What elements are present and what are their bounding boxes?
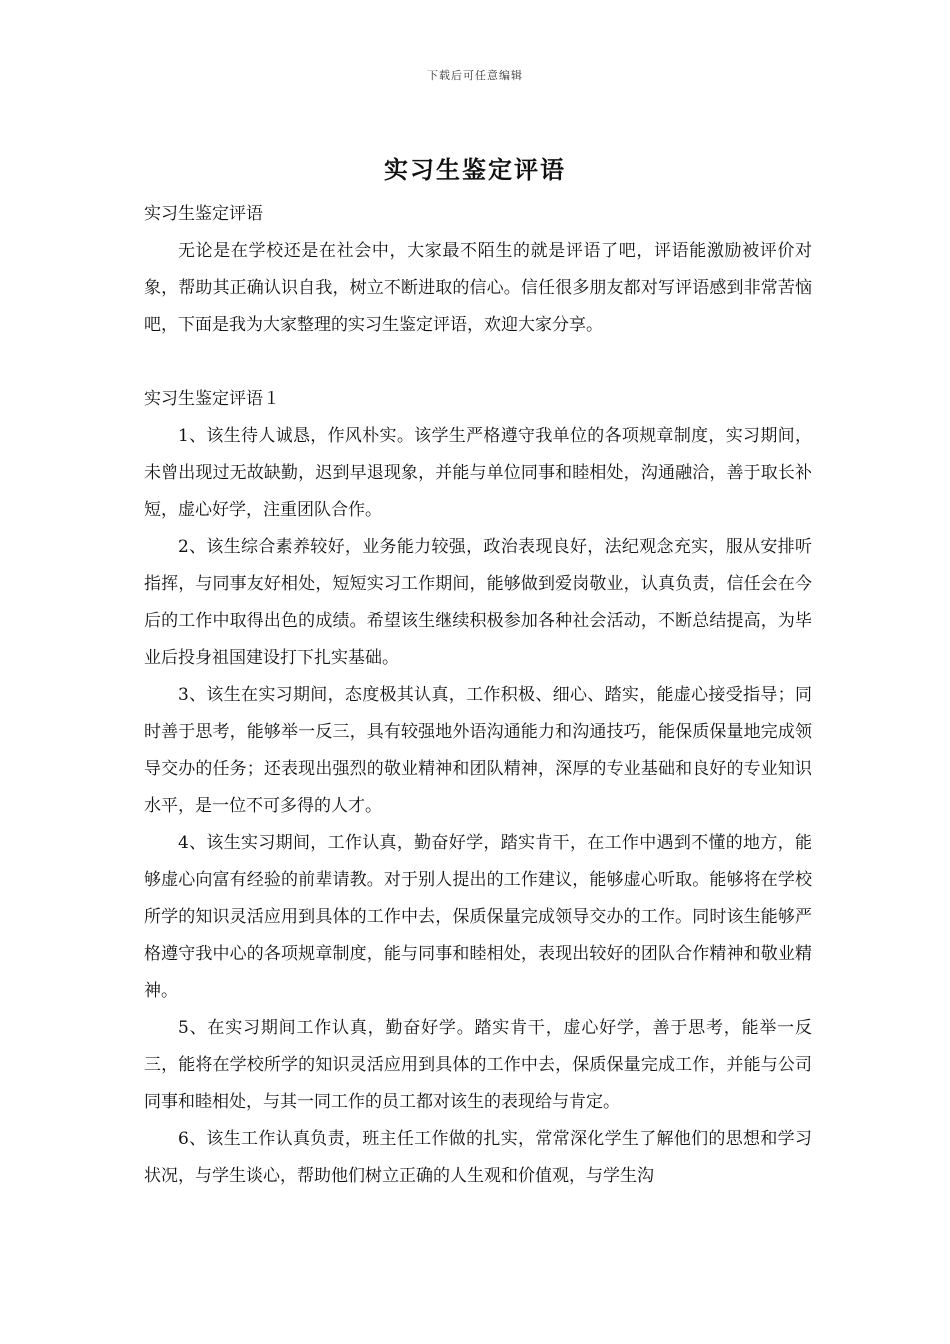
document-body xyxy=(144,196,812,1195)
comment-item-6: 6、该生工作认真负责，班主任工作做的扎实，常常深化学生了解他们的思想和学习状况，与学生谈心，帮助他们树立正确的人生观和价值观，与学生沟 xyxy=(144,1129,812,1186)
comment-item-2: 2、该生综合素养较好，业务能力较强，政治表现良好，法纪观念充实，服从安排听指挥，与同事友好相处，短短实习工作期间，能够做到爱岗敬业，认真负责，信任会在今后的工作中取得出色的成绩。希望该生继续积极参加各种社会活动，不断总结提高，为毕业后投身祖国建设打下扎实基础。 xyxy=(144,537,812,668)
intro-paragraph: 无论是在学校还是在社会中，大家最不陌生的就是评语了吧，评语能激励被评价对象，帮助其正确认识自我，树立不断进取的信心。信任很多朋友都对写评语感到非常苦恼吧，下面是我为大家整理的实习生鉴定评语，欢迎大家分享。 xyxy=(144,241,812,335)
document-subtitle: 实习生鉴定评语 xyxy=(144,204,263,224)
page-header-note: 下载后可任意编辑 xyxy=(427,69,523,82)
comment-item-5: 5、在实习期间工作认真，勤奋好学。踏实肯干，虚心好学，善于思考，能举一反三，能将在学校所学的知识灵活应用到具体的工作中去，保质保量完成工作，并能与公司同事和睦相处，与其一同工作的员工都对该生的表现给与肯定。 xyxy=(144,1018,812,1112)
comment-item-4: 4、该生实习期间，工作认真，勤奋好学，踏实肯干，在工作中遇到不懂的地方，能够虚心向富有经验的前辈请教。对于别人提出的工作建议，能够虚心听取。能够将在学校所学的知识灵活应用到具体的工作中去，保质保量完成领导交办的工作。同时该生能够严格遵守我中心的各项规章制度，能与同事和睦相处，表现出较好的团队合作精神和敬业精神。 xyxy=(144,833,812,1001)
paragraph-spacer xyxy=(144,344,812,381)
document-title: 实习生鉴定评语 xyxy=(384,155,566,184)
section-heading: 实习生鉴定评语１ xyxy=(144,389,280,409)
comment-item-1: 1、该生待人诚恳，作风朴实。该学生严格遵守我单位的各项规章制度，实习期间，未曾出现过无故缺勤，迟到早退现象，并能与单位同事和睦相处，沟通融洽，善于取长补短，虚心好学，注重团队合作。 xyxy=(144,426,812,520)
comment-item-3: 3、该生在实习期间，态度极其认真，工作积极、细心、踏实，能虚心接受指导；同时善于思考，能够举一反三，具有较强地外语沟通能力和沟通技巧，能保质保量地完成领导交办的任务；还表现出强烈的敬业精神和团队精神，深厚的专业基础和良好的专业知识水平，是一位不可多得的人才。 xyxy=(144,685,812,816)
